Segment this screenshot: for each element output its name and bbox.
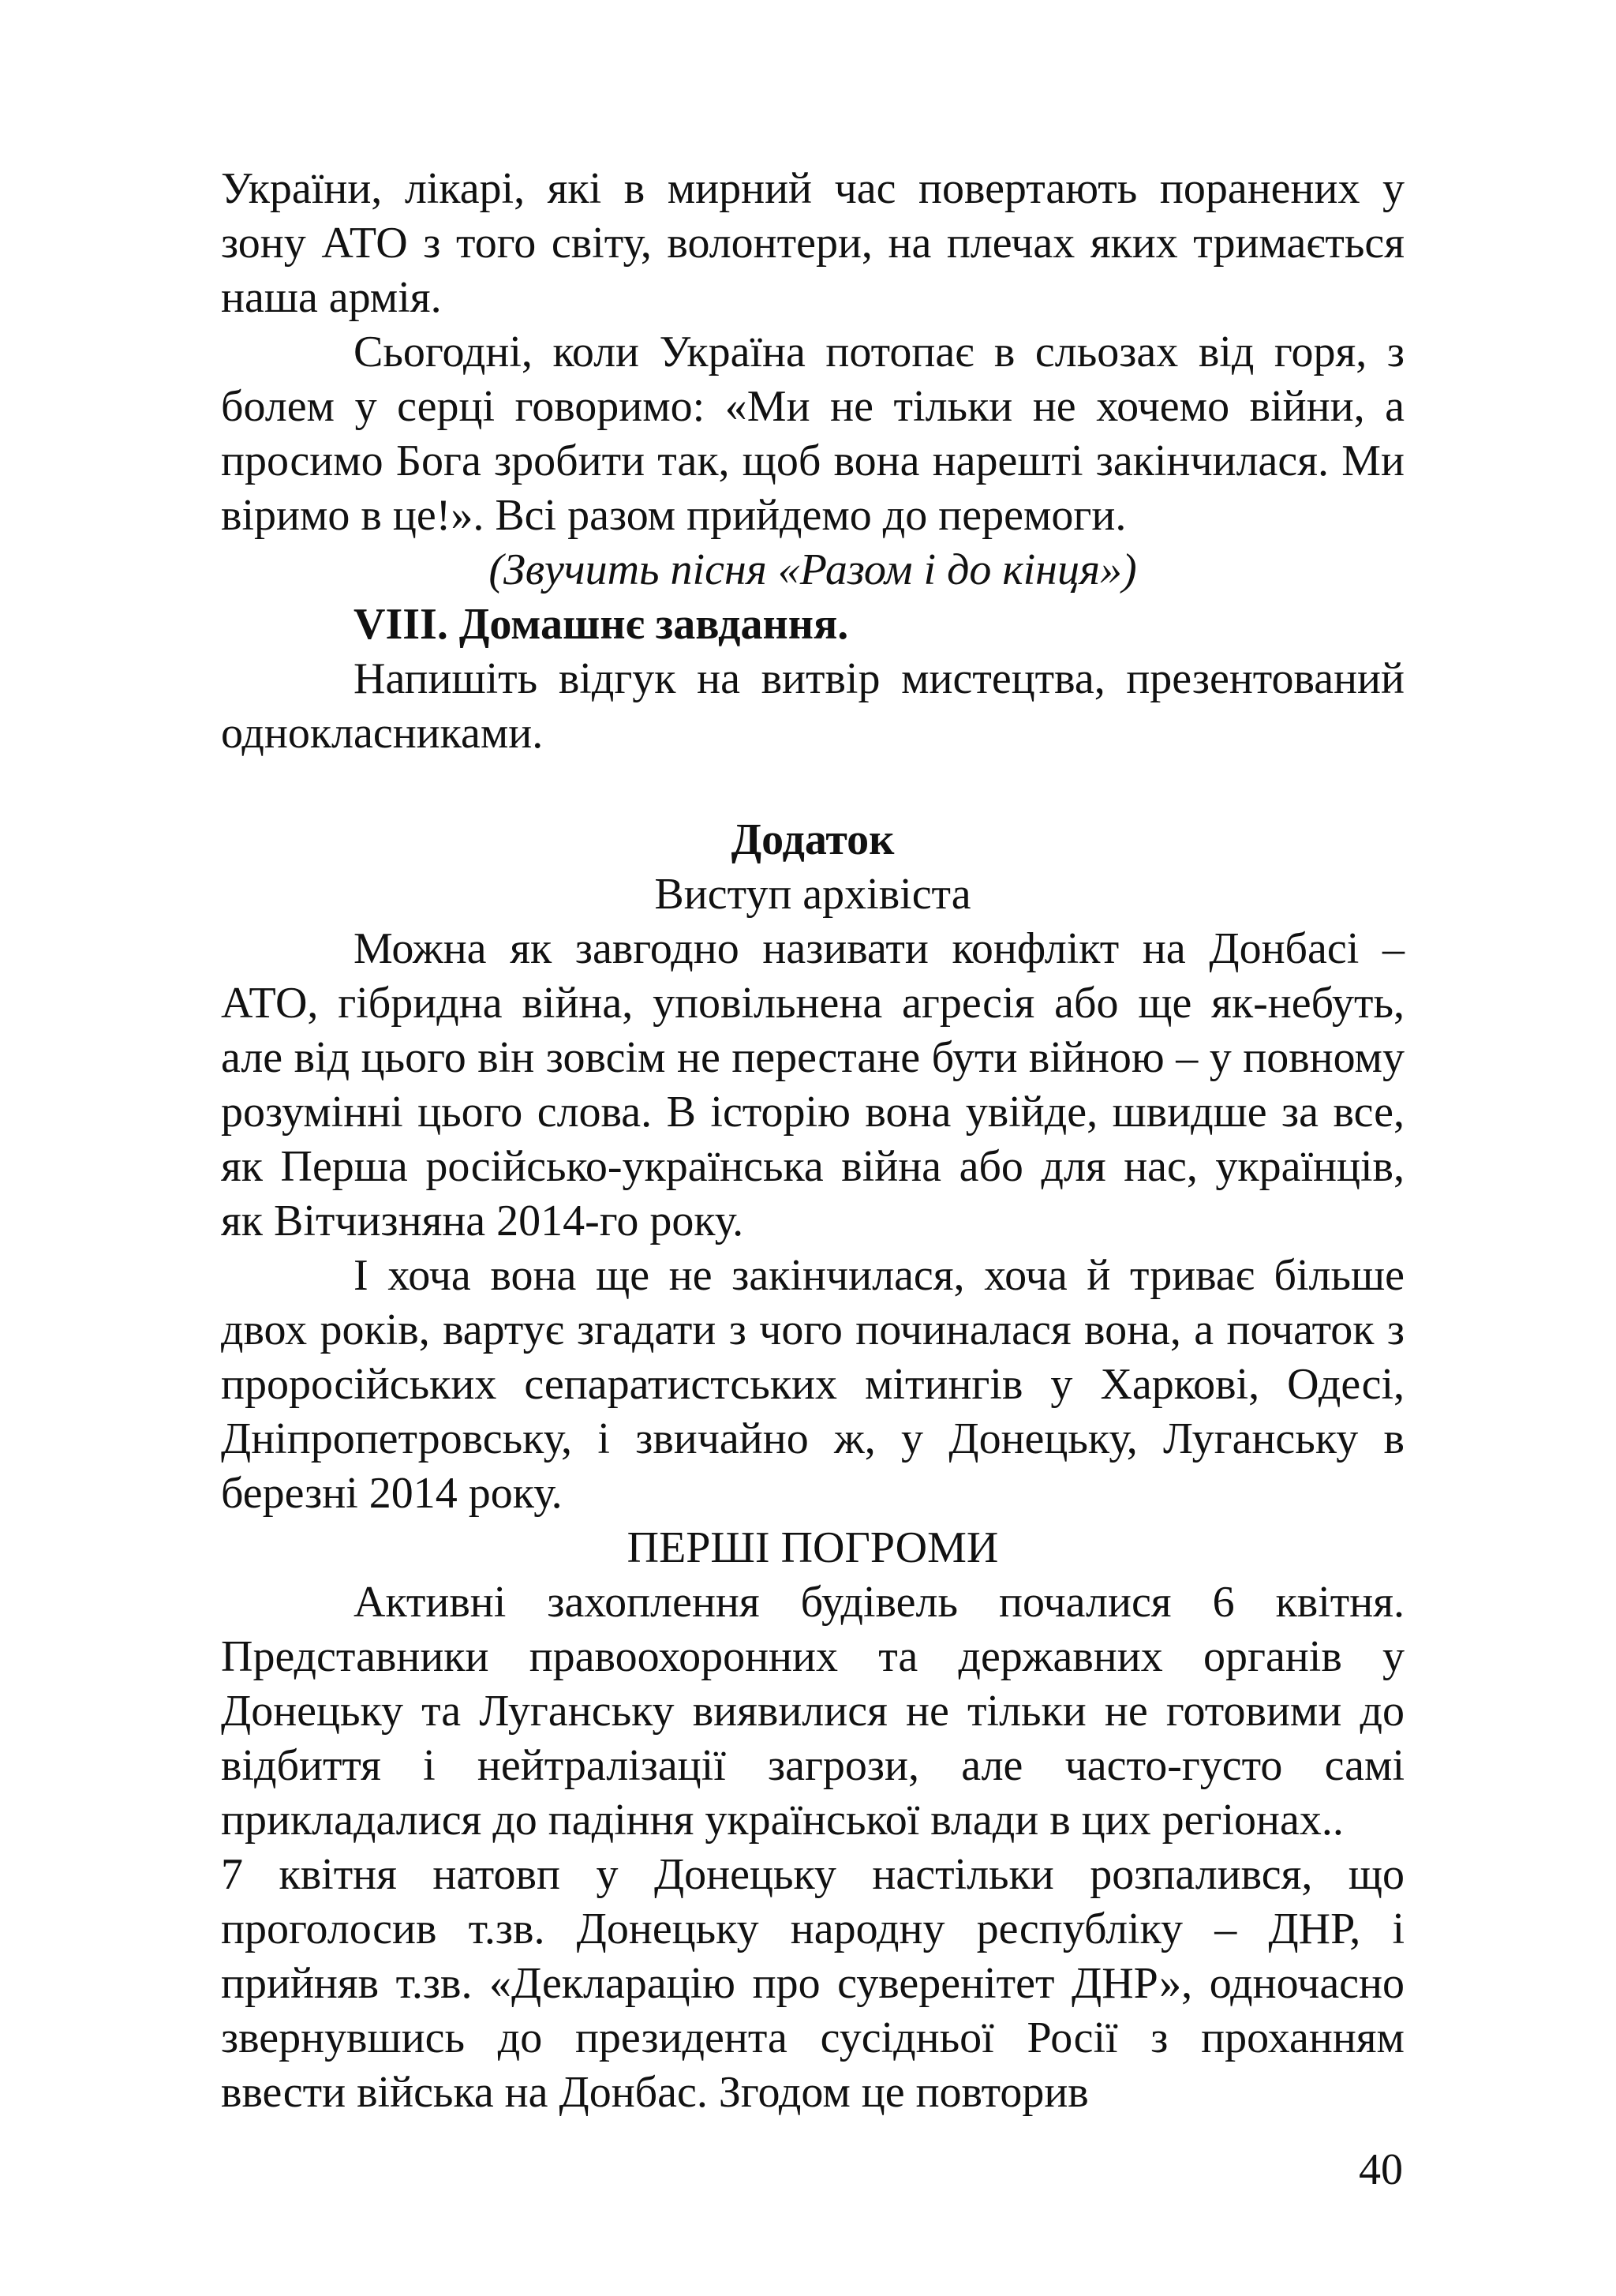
paragraph-declaration: 7 квітня натовп у Донецьку настільки розпалився, що проголосив т.зв. Донецьку народну республіку – ДНР, і прийняв т.зв. «Декларацію про суверенітет ДНР», одночасно звернувшись до президента сусідньої Росії з проханням ввести війська на Донбас. Згодом це повторив [221, 1850, 1405, 2117]
homework-heading: VIII. Домашнє завдання. [354, 600, 849, 649]
document-page [221, 162, 1405, 2120]
stage-direction: (Звучить пісня «Разом і до кінця») [488, 545, 1137, 594]
section-heading: ПЕРШІ ПОГРОМИ [627, 1523, 999, 1572]
spacer [221, 761, 1405, 813]
appendix-title: Додаток [731, 815, 895, 864]
paragraph-conflict: Можна як завгодно називати конфлікт на Донбасі – АТО, гібридна війна, уповільнена агресія або ще як-небуть, але від цього він зовсім не перестане бути війною – у повному розумінні цього слова. В історію вона увійде, швидше за все, як Перша російсько-українська війна або для нас, українців, як Вітчизняна 2014-го року. [221, 924, 1405, 1245]
paragraph-beginning: І хоча вона ще не закінчилася, хоча й триває більше двох років, вартує згадати з чого починалася вона, а початок з проросійських сепаратистських мітингів у Харкові, Одесі, Дніпропетровську, і звичайно ж, у Донецьку, Луганську в березні 2014 року. [221, 1251, 1405, 1518]
homework-text: Напишіть відгук на витвір мистецтва, презентований однокласниками. [221, 654, 1405, 758]
paragraph-seizures: Активні захоплення будівель почалися 6 квітня. Представники правоохоронних та державних органів у Донецьку та Луганську виявилися не тільки не готовими до відбиття і нейтралізації загрози, але часто-густо самі прикладалися до падіння української влади в цих регіонах.. [221, 1578, 1405, 1845]
paragraph-continuation: України, лікарі, які в мирний час повертають поранених у зону АТО з того світу, волонтери, на плечах яких тримається наша армія. [221, 164, 1405, 322]
appendix-subtitle: Виступ архівіста [654, 870, 971, 919]
page-number: 40 [1359, 2145, 1403, 2194]
paragraph-peace: Сьогодні, коли Україна потопає в сльозах від горя, з болем у серці говоримо: «Ми не тільки не хочемо війни, а просимо Бога зробити так, щоб вона нарешті закінчилася. Ми віримо в це!». Всі разом прийдемо до перемоги. [221, 328, 1405, 540]
